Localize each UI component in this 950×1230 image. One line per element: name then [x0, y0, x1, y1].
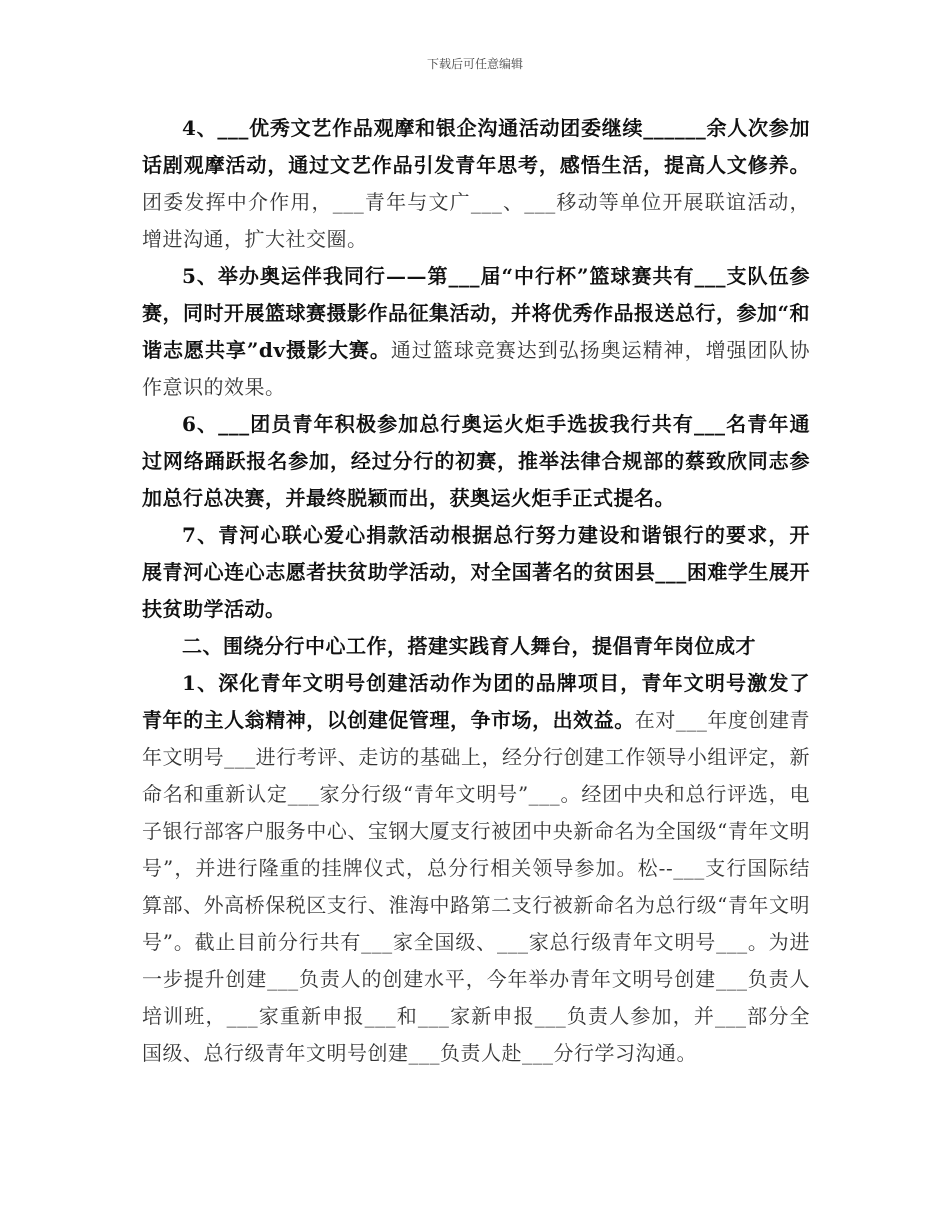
paragraph-body: 团委发挥中介作用，___青年与文广___、___移动等单位开展联谊活动，增进沟通，扩大社交圈。: [142, 190, 810, 251]
paragraph-lead: 1、深化青年文明号创建活动作为团的品牌项目，青年文明号激发了青年的主人翁精神，以创建促管理，争市场，出效益。: [142, 671, 810, 732]
document-body: [142, 110, 810, 1072]
paragraph-body: 通过篮球竞赛达到弘扬奥运精神，增强团队协作意识的效果。: [142, 338, 811, 399]
paragraph-item-7: [142, 517, 810, 628]
paragraph-lead: 7、青河心联心爱心捐款活动根据总行努力建设和谐银行的要求，开展青河心连心志愿者扶贫助学活动，对全国著名的贫困县___困难学生展开扶贫助学活动。: [142, 523, 810, 621]
paragraph-lead: 5、举办奥运伴我同行——第___届“中行杯”篮球赛共有___支队伍参赛，同时开展篮球赛摄影作品征集活动，并将优秀作品报送总行，参加“和谐志愿共享”dv摄影大赛。: [142, 264, 811, 362]
paragraph-item-6: [142, 406, 810, 517]
page-header: 下载后可任意编辑: [426, 57, 523, 71]
paragraph-lead: 6、___团员青年积极参加总行奥运火炬手选拔我行共有___名青年通过网络踊跃报名参加，经过分行的初赛，推举法律合规部的蔡致欣同志参加总行总决赛，并最终脱颖而出，获奥运火炬手正式提名。: [142, 412, 810, 510]
paragraph-body: 在对___年度创建青年文明号___进行考评、走访的基础上，经分行创建工作领导小组评定，新命名和重新认定___家分行级“青年文明号”___。经团中央和总行评选，电子银行部客户服务中心、宝钢大厦支行被团中央新命名为全国级“青年文明号”，并进行隆重的挂牌仪式，总分行相关领导参加。松--___支行国际结算部、外高桥保税区支行、淮海中路第二支行被新命名为总行级“青年文明号”。截止目前分行共有___家全国级、___家总行级青年文明号___。为进一步提升创建___负责人的创建水平，今年举办青年文明号创建___负责人培训班，___家重新申报___和___家新申报___负责人参加，并___部分全国级、总行级青年文明号创建___负责人赴___分行学习沟通。: [142, 708, 811, 1065]
paragraph-item-4: [142, 110, 810, 258]
paragraph-lead: 4、___优秀文艺作品观摩和银企沟通活动团委继续______余人次参加话剧观摩活动，通过文艺作品引发青年思考，感悟生活，提高人文修养。: [142, 116, 810, 177]
paragraph-item-1: [142, 665, 810, 1072]
paragraph-item-5: [142, 258, 810, 406]
section-heading-text: 二、围绕分行中心工作，搭建实践育人舞台，提倡青年岗位成才: [182, 634, 756, 658]
section-heading-2: [142, 628, 810, 665]
